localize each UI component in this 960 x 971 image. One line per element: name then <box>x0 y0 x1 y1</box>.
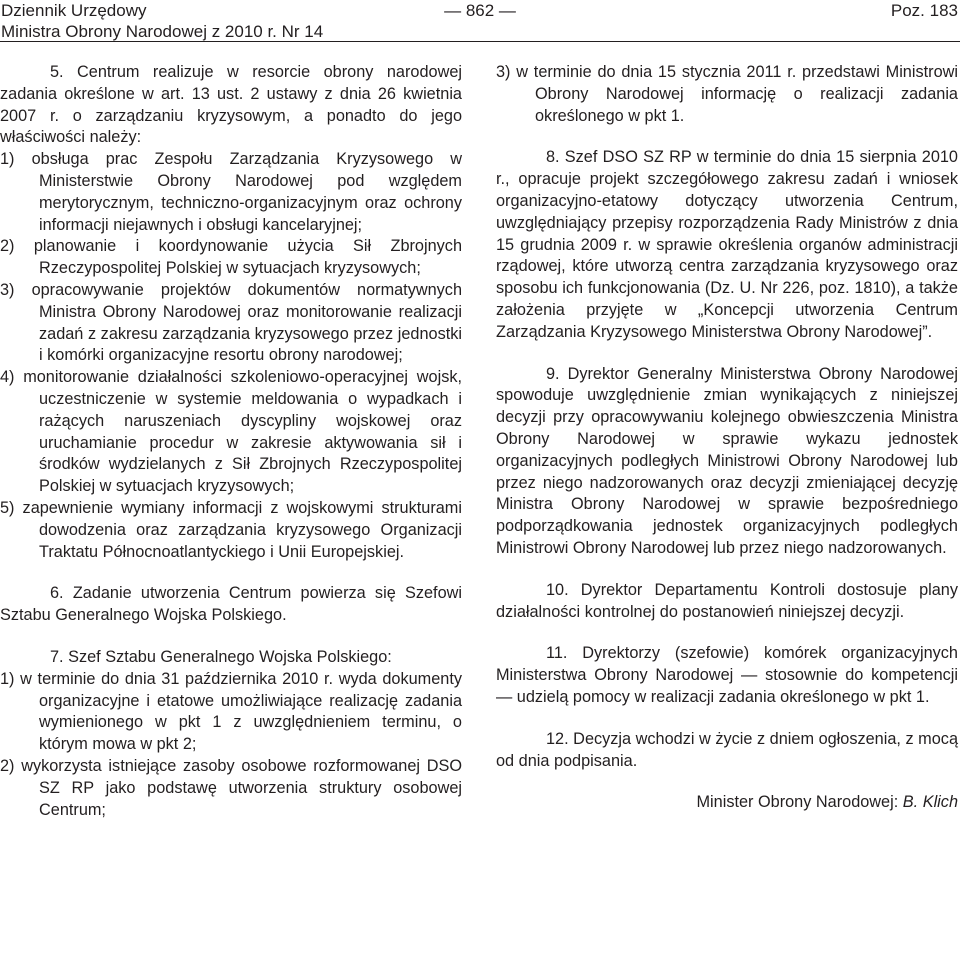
list-item: 1) w terminie do dnia 31 października 2010 r. wyda dokumenty organizacyjne i etatowe umożliwiające realizację zadania wymienionego w pkt 1 z uwzględnieniem terminu, o którym mowa w pkt 2; <box>0 669 462 754</box>
paragraph-7: 7. Szef Sztabu Generalnego Wojska Polskiego: <box>50 647 392 666</box>
paragraph-6: 6. Zadanie utworzenia Centrum powierza się Szefowi Sztabu Generalnego Wojska Polskiego. <box>0 584 462 625</box>
page-number: — 862 — <box>444 1 516 20</box>
list-item: 3) w terminie do dnia 15 stycznia 2011 r. przedstawi Ministrowi Obrony Narodowej informację o realizacji zadania określonego w pkt 1. <box>496 63 958 125</box>
list-item: 1) obsługa prac Zespołu Zarządzania Kryzysowego w Ministerstwie Obrony Narodowej pod względem merytorycznym, techniczno-organizacyjnym oraz ochrony informacji niejawnych i obsługi kancelaryjnej; <box>0 150 462 234</box>
paragraph-12: 12. Decyzja wchodzi w życie z dniem ogłoszenia, z mocą od dnia podpisania. <box>496 729 958 770</box>
list-item: 2) wykorzysta istniejące zasoby osobowe rozformowanej DSO SZ RP jako podstawę utworzenia struktury osobowej Centrum; <box>0 756 462 819</box>
left-column <box>0 62 462 821</box>
list-item: 2) planowanie i koordynowanie użycia Sił Zbrojnych Rzeczypospolitej Polskiej w sytuacjach kryzysowych; <box>0 237 462 278</box>
right-column <box>496 62 958 814</box>
list-item: 5) zapewnienie wymiany informacji z wojskowymi strukturami dowodzenia oraz zarządzania kryzysowego Organizacji Traktatu Północnoatlantyckiego i Unii Europejskiej. <box>0 498 462 561</box>
signature-name: B. Klich <box>902 793 958 812</box>
list-item: 4) monitorowanie działalności szkoleniowo-operacyjnej wojsk, uczestniczenie w systemie meldowania o wypadkach i rażących naruszeniach dyscypliny wojskowej oraz uruchamianie procedur w zakresie aktywowania sił i środków wydzielanych z Sił Zbrojnych Rzeczypospolitej Polskiej w sytuacjach kryzysowych; <box>0 368 462 496</box>
signature <box>496 792 958 814</box>
paragraph-8: 8. Szef DSO SZ RP w terminie do dnia 15 sierpnia 2010 r., opracuje projekt szczegółowego zakresu zadań i wniosek organizacyjno-etatowy dotyczący utworzenia Centrum, uwzględniający przepisy rozporządzenia Rady Ministrów z dnia 15 grudnia 2009 r. w sprawie określenia organów administracji rządowej, które utworzą centra zarządzania kryzysowego oraz sposobu ich funkcjonowania (Dz. U. Nr 226, poz. 1810), a także założenia przyjęte w „Koncepcji utworzenia Centrum Zarządzania Kryzysowego Ministerstwa Obrony Narodowej”. <box>496 148 958 341</box>
journal-subtitle: Ministra Obrony Narodowej z 2010 r. Nr 14 <box>1 22 324 41</box>
journal-title: Dziennik Urzędowy <box>1 1 147 20</box>
position-number: Poz. 183 <box>890 1 958 20</box>
signature-title: Minister Obrony Narodowej: <box>696 793 899 812</box>
paragraph-5: 5. Centrum realizuje w resorcie obrony narodowej zadania określone w art. 13 ust. 2 ustawy z dnia 26 kwietnia 2007 r. o zarządzaniu kryzysowym, a ponadto do jego właściwości należy: <box>0 63 462 147</box>
page-header <box>0 0 960 42</box>
paragraph-11: 11. Dyrektorzy (szefowie) komórek organizacyjnych Ministerstwa Obrony Narodowej — stosownie do kompetencji — udzielą pomocy w realizacji zadania określonego w pkt 1. <box>496 644 958 706</box>
paragraph-10: 10. Dyrektor Departamentu Kontroli dostosuje plany działalności kontrolnej do postanowień niniejszej decyzji. <box>496 580 958 621</box>
paragraph-9: 9. Dyrektor Generalny Ministerstwa Obrony Narodowej spowoduje uwzględnienie zmian wynikających z niniejszej decyzji przy opracowywaniu kolejnego obwieszczenia Ministra Obrony Narodowej w sprawie wykazu jednostek organizacyjnych podległych Ministrowi Obrony Narodowej lub przez niego nadzorowanych oraz decyzji zmieniającej decyzję Ministra Obrony Narodowej w sprawie bezpośredniego podporządkowania jednostek organizacyjnych podległych Ministrowi Obrony Narodowej lub przez niego nadzorowanych. <box>496 364 958 557</box>
list-item: 3) opracowywanie projektów dokumentów normatywnych Ministra Obrony Narodowej oraz monitorowanie realizacji zadań z zakresu zarządzania kryzysowego przez jednostki i komórki organizacyjne resortu obrony narodowej; <box>0 280 462 365</box>
